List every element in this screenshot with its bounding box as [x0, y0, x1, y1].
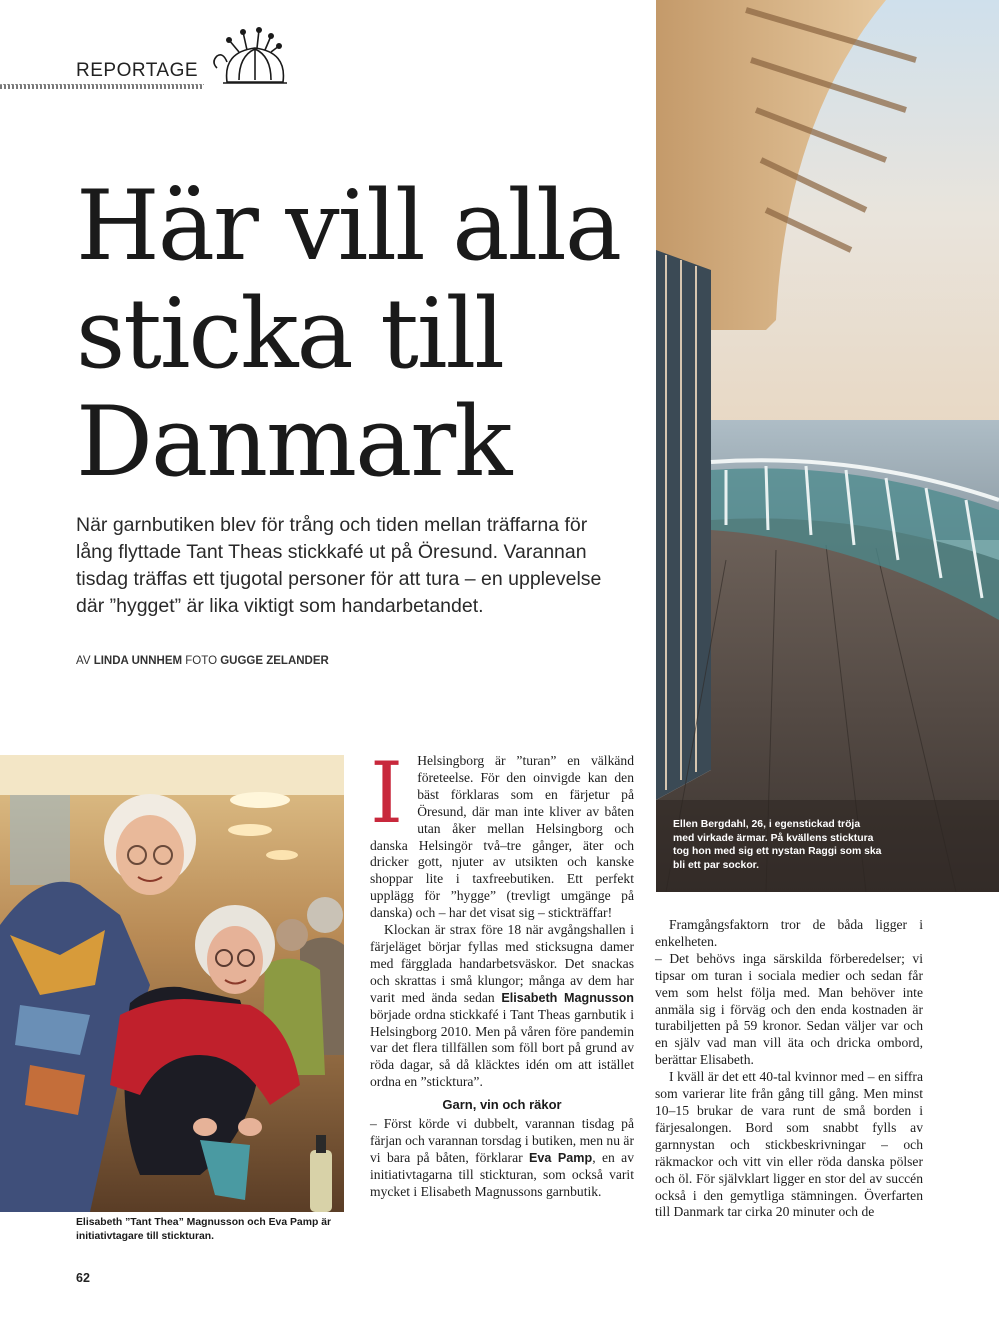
paragraph: I kväll är det ett 40-tal kvinnor med – en siffra som varierar lite från gång till gång. Men minst 10–15 brukar de vara runt de små borden i färjesalongen. Bord som snabbt fylls av garnnystan och stickbeskrivningar – och räkmackor och vitt vin eller röda danska pölser och öl. För självklart ligger en stor del av succén också i den gemytliga stämningen. Överfarten till Danmark tar cirka 20 minuter och de — [655, 1069, 923, 1220]
person-name: Elisabeth Magnusson — [501, 990, 634, 1005]
pin-cushion-icon — [209, 22, 289, 86]
ferry-deck-photo — [656, 0, 999, 892]
body-column-1 — [370, 744, 634, 1201]
body-column-2 — [655, 917, 923, 1221]
paragraph-text: – Först körde vi dubbelt, varannan tisdag på färjan och varannan torsdag i butiken, men nu är vi bara på båten, förklarar — [370, 1116, 634, 1165]
women-knitting-photo — [0, 755, 344, 1212]
paragraph-text: Klockan är strax före 18 när avgångshallen i färjeläget börjar fyllas med sticksugna damer med färgglada handarbetsväskor. Det snackas och skrattas i små klungor; många av dem har varit med ända sedan — [370, 922, 634, 1005]
byline-author-prefix: AV — [76, 655, 91, 667]
byline — [76, 655, 329, 667]
paragraph — [370, 1116, 634, 1201]
title-line: sticka till — [76, 278, 503, 390]
paragraph — [370, 922, 634, 1091]
byline-photo-prefix: FOTO — [185, 655, 218, 667]
ferry-photo-caption: Ellen Bergdahl, 26, i egenstickad tröja med virkade ärmar. På kvällens sticktura tog hon med sig ett nystan Raggi som ska bli ett par sockor. — [673, 819, 882, 871]
title-line: Här vill alla — [76, 170, 621, 282]
dropcap: I — [370, 744, 404, 842]
title-line: Danmark — [76, 386, 511, 498]
section-rule — [0, 84, 204, 89]
paragraph-text: , en av initiativtagarna till stickturan, som också varit mycket i Elisabeth Magnussons garnbutik. — [370, 1149, 634, 1199]
paragraph: Framgångsfaktorn tror de båda ligger i enkelheten. — [655, 917, 923, 949]
article-lede: När garnbutiken blev för trång och tiden mellan träffarna för lång flyttade Tant Theas stickkafé ut på Öresund. Varannan tisdag träffas ett tjugotal personer för att tura – en upplevelse där ”hygget” är lika viktigt som handarbetandet. — [76, 514, 602, 617]
section-label: REPORTAGE — [76, 60, 199, 81]
page-number: 62 — [76, 1271, 90, 1285]
byline-photographer: GUGGE ZELANDER — [220, 655, 329, 667]
person-name: Eva Pamp — [529, 1150, 593, 1165]
women-photo-caption: Elisabeth ”Tant Thea” Magnusson och Eva Pamp är initiativtagare till stickturan. — [76, 1217, 332, 1242]
paragraph-text: började ordna stickkafé i Tant Theas garnbutik i Helsingborg 2010. Men på våren före pandemin var det flera tillfällen som föll bort på grund av röda dagar, så då kläcktes idén om att istället ordna en ”sticktura”. — [370, 1006, 634, 1090]
byline-author: LINDA UNNHEM — [93, 655, 183, 667]
subheading: Garn, vin och räkor — [442, 1097, 562, 1113]
paragraph: Helsingborg är ”turan” en välkänd företeelse. För den oinvigde kan den bäst förklaras som en färjetur på Öresund, där man inte kliver av båten utan åker mellan Helsingborg och danska Helsingör två–tre gånger, äter och dricker gott, njuter av utsikten och kanske shoppar lite i taxfreebutiken. Ett perfekt upplägg för ”hygge” (trevligt umgänge på danska) och – har det visat sig – stickträffar! — [370, 753, 634, 921]
paragraph: – Det behövs inga särskilda förberedelser; vi tipsar om turan i sociala medier och sedan får vem som helst följa med. Man behöver inte anmäla sig i förväg och den enda kostnaden är turabiljetten på 59 kronor. Sedan väljer var och en själv vad man vill äta och dricka ombord, berättar Elisabeth. — [655, 950, 923, 1068]
article-title — [76, 172, 636, 496]
